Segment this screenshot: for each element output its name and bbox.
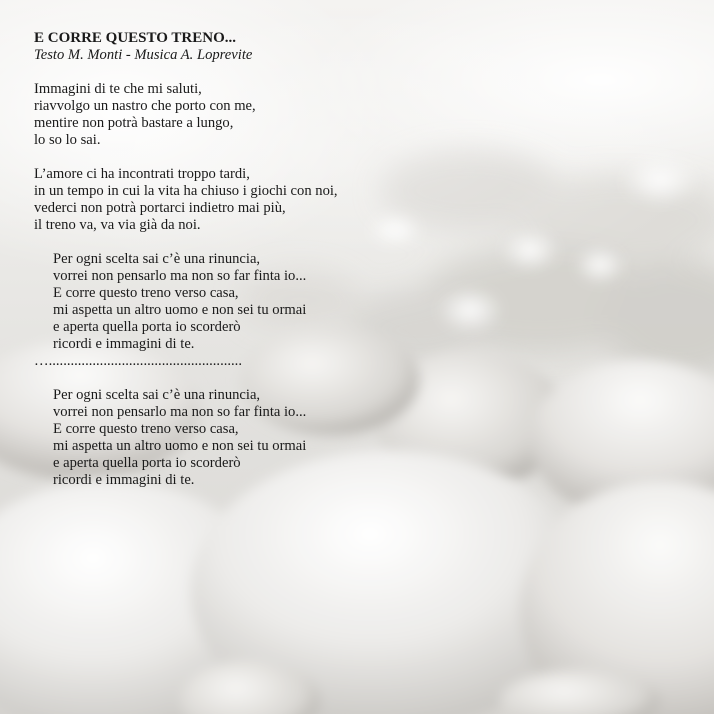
lyric-line: e aperta quella porta io scorderò (53, 455, 241, 471)
stanza-3-chorus (34, 251, 694, 353)
lyrics-text (34, 30, 694, 506)
song-credits: Testo M. Monti - Musica A. Loprevite (34, 47, 253, 63)
lyric-line: riavvolgo un nastro che porto con me, (34, 98, 256, 114)
lyric-line: mi aspetta un altro uomo e non sei tu ormai (53, 302, 307, 318)
lyric-line: e aperta quella porta io scorderò (53, 319, 241, 335)
lyric-line: vederci non potrà portarci indietro mai più, (34, 200, 286, 216)
lyric-line: vorrei non pensarlo ma non so far finta io... (53, 268, 307, 284)
lyric-line: il treno va, va via già da noi. (34, 217, 201, 233)
lyric-line: Immagini di te che mi saluti, (34, 81, 202, 97)
stanza-4-chorus (34, 387, 694, 489)
lyric-line: lo so lo sai. (34, 132, 101, 148)
lyric-line: ricordi e immagini di te. (53, 336, 195, 352)
lyric-line: E corre questo treno verso casa, (53, 285, 239, 301)
lyric-line: in un tempo in cui la vita ha chiuso i giochi con noi, (34, 183, 338, 199)
lyric-line: mi aspetta un altro uomo e non sei tu ormai (53, 438, 307, 454)
lyric-line: Per ogni scelta sai c’è una rinuncia, (53, 251, 261, 267)
lyric-line: ricordi e immagini di te. (53, 472, 195, 488)
dotted-separator: …..................................................... (34, 353, 242, 369)
lyric-line: E corre questo treno verso casa, (53, 421, 239, 437)
stanza-2 (34, 166, 694, 234)
song-title: E CORRE QUESTO TRENO... (34, 30, 236, 46)
lyric-line: vorrei non pensarlo ma non so far finta io... (53, 404, 307, 420)
lyric-line: mentire non potrà bastare a lungo, (34, 115, 234, 131)
lyric-line: L’amore ci ha incontrati troppo tardi, (34, 166, 250, 182)
lyric-line: Per ogni scelta sai c’è una rinuncia, (53, 387, 261, 403)
stanza-1 (34, 81, 694, 149)
